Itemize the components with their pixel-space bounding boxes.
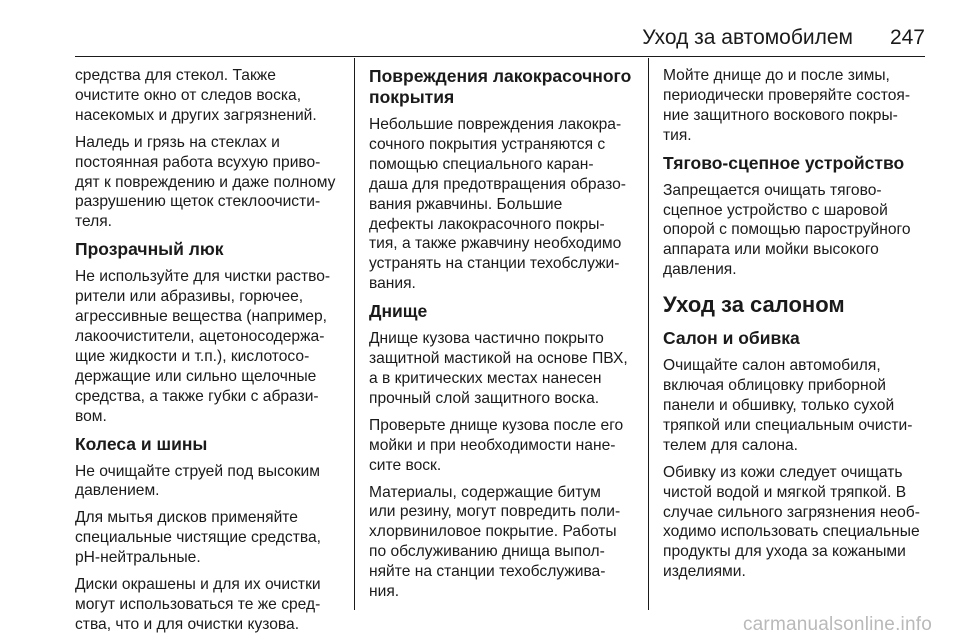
text-line: мойки и при необходимости нане- [369, 436, 616, 454]
paragraph [75, 66, 350, 126]
text-line: аппарата или мойки высокого [663, 241, 879, 259]
text-line: сите воск. [369, 456, 442, 474]
watermark: carmanualsonline.info [742, 614, 932, 635]
text-line: тия, а также ржавчину необходимо [369, 235, 622, 253]
text-line: Повреждения лакокрасочного [369, 66, 632, 86]
text-line: продукты для ухода за кожаными [663, 543, 906, 561]
text-line: тия. [663, 126, 692, 144]
text-line: по обслуживанию днища выпол- [369, 543, 605, 561]
column-divider-1 [354, 58, 355, 610]
text-line: Днище кузова частично покрыто [369, 330, 604, 348]
text-line: Мойте днище до и после зимы, [663, 67, 890, 84]
text-line: Не используйте для чистки раство- [75, 268, 331, 286]
text-line: устранять на станции техобслужи- [369, 255, 620, 273]
text-line: прочный слой защитного воска. [369, 389, 600, 407]
text-line: Не очищайте струей под высоким [75, 462, 320, 480]
column-divider-2 [648, 58, 649, 610]
text-line: случае сильного загрязнения необ- [663, 503, 920, 521]
text-line: чистой водой и мягкой тряпкой. В [663, 483, 907, 501]
text-line: сочного покрытия устраняются с [369, 135, 606, 153]
text-line: или резину, могут повредить поли- [369, 503, 621, 521]
paragraph [663, 356, 925, 456]
text-line: изделиями. [663, 563, 746, 581]
text-line: Небольшие повреждения лакокра- [369, 116, 622, 133]
text-line: няйте на станции техобслужива- [369, 563, 606, 581]
text-line: опорой с помощью пароструйного [663, 221, 911, 239]
paragraph [369, 416, 644, 476]
header-rule [75, 56, 925, 57]
text-line: насекомых и других загрязнений. [75, 106, 317, 124]
paragraph [369, 483, 644, 602]
text-line: держащие или сильно щелочные [75, 367, 317, 385]
section-heading-paint-damage [369, 66, 644, 108]
text-line: включая облицовку приборной [663, 377, 886, 395]
text-line: ства, что и для очистки кузова. [75, 615, 300, 633]
chapter-heading-interior-care: Уход за салоном [663, 292, 845, 318]
text-line: защитной мастикой на основе ПВХ, [369, 350, 628, 368]
paragraph [75, 267, 350, 426]
text-line: телем для салона. [663, 436, 798, 454]
paragraph [663, 181, 925, 281]
text-line: агрессивные вещества (например, [75, 308, 327, 326]
section-heading-wheels: Колеса и шины [75, 433, 208, 454]
text-line: могут использоваться те же сред- [75, 595, 321, 613]
text-line: давления. [663, 261, 737, 279]
text-line: Наледь и грязь на стеклах и [75, 133, 280, 151]
text-line: средства, а также губки с абрази- [75, 387, 319, 405]
column-3 [663, 66, 925, 589]
paragraph [663, 463, 925, 582]
text-line: вания ржавчины. Большие [369, 195, 563, 213]
text-line: вания. [369, 275, 416, 293]
text-line: дят к повреждению и даже полному [75, 173, 336, 191]
text-line: Обивку из кожи следует очищать [663, 463, 903, 481]
text-line: вом. [75, 407, 107, 425]
paragraph [75, 133, 350, 233]
section-heading-interior-trim: Салон и обивка [663, 328, 800, 349]
section-heading-sunroof: Прозрачный люк [75, 239, 224, 260]
text-line: давлением. [75, 482, 160, 500]
text-line: тряпкой или специальным очисти- [663, 416, 913, 434]
text-line: панели и обшивку, только сухой [663, 396, 895, 414]
text-line: щие жидкости и т.п.), кислотосо- [75, 347, 310, 365]
text-line: специальные чистящие средства, [75, 529, 321, 547]
text-line: а в критических местах нанесен [369, 369, 602, 387]
text-line: помощью специального каран- [369, 155, 594, 173]
page-header [75, 22, 925, 58]
text-line: постоянная работа всухую приво- [75, 153, 321, 171]
text-line: периодически проверяйте состоя- [663, 86, 911, 104]
column-1 [75, 66, 350, 642]
text-line: очистите окно от следов воска, [75, 86, 302, 104]
text-line: ние защитного воскового покры- [663, 106, 898, 124]
text-line: Для мытья дисков применяйте [75, 509, 298, 527]
text-line: покрытия [369, 87, 455, 107]
section-heading-towbar: Тягово-сцепное устройство [663, 152, 905, 173]
text-line: Запрещается очищать тягово- [663, 181, 882, 199]
paragraph [369, 329, 644, 409]
text-line: Материалы, содержащие битум [369, 483, 601, 501]
text-line: разрушению щеток стеклоочисти- [75, 193, 321, 211]
text-line: pH-нейтральные. [75, 549, 201, 567]
text-line: Очищайте салон автомобиля, [663, 357, 881, 375]
text-line: дефекты лакокрасочного покры- [369, 215, 605, 233]
paragraph [75, 462, 350, 502]
text-line: Проверьте днище кузова после его [369, 416, 624, 434]
text-line: теля. [75, 213, 112, 231]
page-number: 247 [889, 26, 925, 49]
paragraph [75, 508, 350, 568]
text-line: сцепное устройство с шаровой [663, 201, 888, 219]
text-line: хлорвиниловое покрытие. Работы [369, 523, 617, 541]
paragraph [369, 115, 644, 294]
text-line: ния. [369, 583, 400, 601]
paragraph [663, 66, 925, 146]
text-line: Диски окрашены и для их очистки [75, 576, 321, 594]
section-heading-underbody: Днище [369, 301, 428, 322]
column-2 [369, 66, 644, 609]
page-title: Уход за автомобилем [642, 26, 853, 49]
text-line: ходимо использовать специальные [663, 523, 920, 541]
text-line: лакоочистители, ацетоносодержа- [75, 327, 325, 345]
text-line: рители или абразивы, горючее, [75, 288, 304, 306]
paragraph [75, 575, 350, 635]
text-line: средства для стекол. Также [75, 67, 276, 84]
text-line: даша для предотвращения образо- [369, 175, 626, 193]
